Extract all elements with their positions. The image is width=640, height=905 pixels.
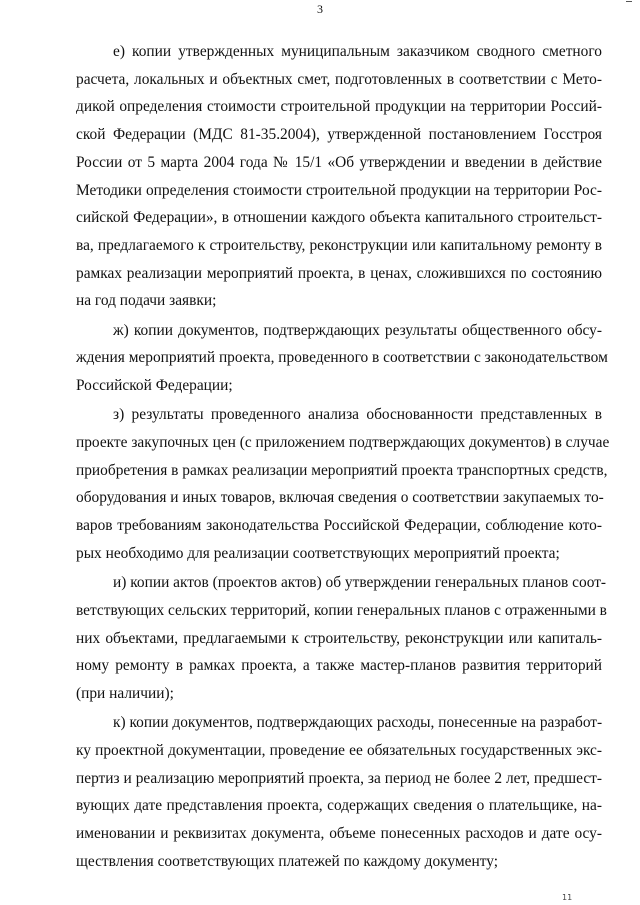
text-line: сийской Федерации», в отношении каждого объекта капитального строительст- — [76, 209, 602, 227]
paragraph — [76, 38, 602, 315]
text-line: ж) копии документов, подтверждающих результаты общественного обсу- — [113, 321, 602, 339]
text-line: ку проектной документации, проведение ее обязательных государственных экс- — [76, 741, 602, 759]
text-line: приобретения в рамках реализации мероприятий проекта транспортных средств, — [76, 461, 608, 479]
text-line: з) результаты проведенного анализа обоснованности представленных в — [113, 406, 602, 424]
text-line: и) копии актов (проектов актов) об утверждении генеральных планов соот- — [113, 574, 607, 592]
text-line: (при наличии); — [76, 684, 174, 702]
text-line: ветствующих сельских территорий, копии генеральных планов с отраженными в — [76, 601, 607, 619]
text-line: ществления соответствующих платежей по каждому документу; — [76, 852, 499, 870]
text-line: Российской Федерации; — [76, 377, 233, 395]
text-line: проекте закупочных цен (с приложением подтверждающих документов) в случае — [76, 434, 610, 452]
bottom-mark: 11 — [562, 893, 573, 902]
text-line: расчета, локальных и объектных смет, подготовленных в соответствии с Мето- — [76, 70, 602, 88]
text-line: ской Федерации (МДС 81-35.2004), утвержденной постановлением Госстроя — [76, 126, 602, 144]
paragraph — [76, 317, 608, 400]
text-line: на год подачи заявки; — [76, 292, 217, 310]
text-line: оборудования и иных товаров, включая сведения о соответствии закупаемых то- — [76, 489, 604, 507]
text-line: пертиз и реализацию мероприятий проекта, за период не более 2 лет, предшест- — [76, 769, 602, 787]
document-body — [76, 38, 610, 875]
text-line: е) копии утвержденных муниципальным заказчиком сводного сметного — [113, 43, 602, 60]
text-line: Методики определения стоимости строительной продукции на территории Рос- — [76, 181, 602, 199]
text-line: ному ремонту в рамках проекта, а также мастер-планов развития территорий — [76, 657, 602, 675]
text-line: дикой определения стоимости строительной продукции на территории Россий- — [76, 98, 602, 116]
text-line: ва, предлагаемого к строительству, реконструкции или капитальному ремонту в — [76, 236, 602, 254]
text-line: к) копии документов, подтверждающих расходы, понесенные на разработ- — [113, 714, 603, 732]
text-line: варов требованиям законодательства Российской Федерации, соблюдение кото- — [76, 517, 602, 535]
paragraph — [76, 569, 607, 708]
page-number: 3 — [317, 2, 323, 16]
text-line: рамках реализации мероприятий проекта, в ценах, сложившихся по состоянию — [76, 264, 602, 282]
text-line: рых необходимо для реализации соответствующих мероприятий проекта; — [76, 544, 560, 562]
text-line: России от 5 марта 2004 года № 15/1 «Об утверждении и введении в действие — [76, 153, 602, 171]
text-line: именовании и реквизитах документа, объеме понесенных расходов и дате осу- — [76, 825, 602, 843]
text-line: них объектами, предлагаемыми к строительству, реконструкции или капиталь- — [76, 629, 602, 647]
text-line: вующих дате представления проекта, содержащих сведения о плательщике, на- — [76, 797, 602, 815]
text-line: ждения мероприятий проекта, проведенного в соответствии с законодательством — [76, 349, 608, 367]
paragraph — [76, 401, 610, 567]
paragraph — [76, 709, 602, 875]
